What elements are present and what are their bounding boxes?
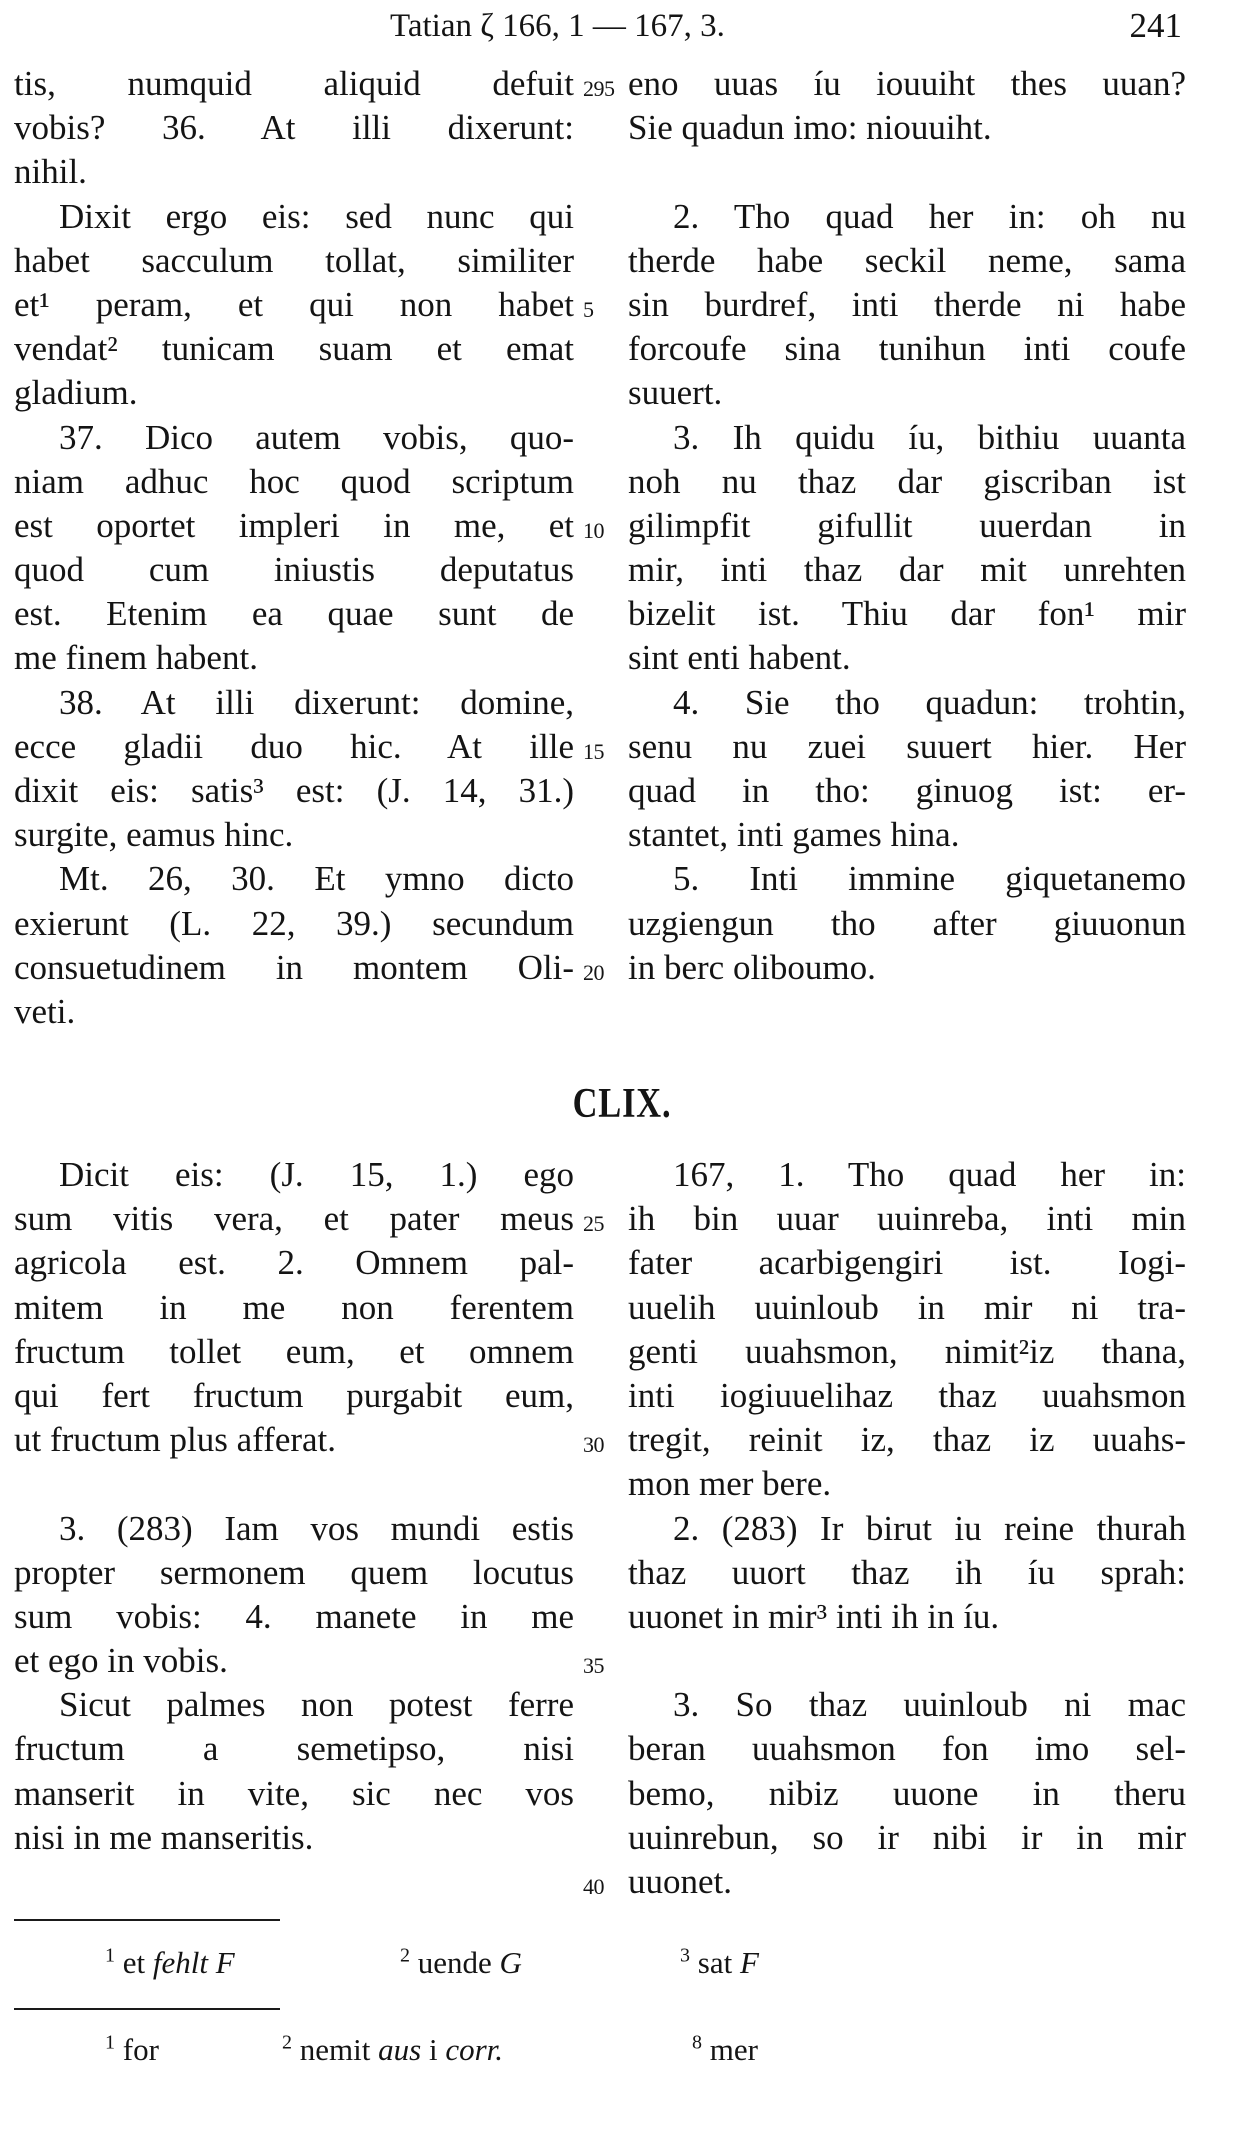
text-line: Sicut palmes non potest ferre (59, 1685, 574, 1725)
footnote-text: for (122, 2032, 159, 2067)
text-line: eno uuas íu iouuiht thes uuan? (628, 64, 1186, 103)
text-line: consuetudinem in montem Oli- (14, 947, 574, 987)
text-line: 4. Sie tho quadun: trohtin, (673, 682, 1186, 722)
text-line: ih bin uuar uuinreba, inti min (628, 1199, 1186, 1239)
footnote-italic: G (499, 1945, 522, 1980)
latin-column-top (14, 62, 574, 1034)
footnote-mark: 1 (105, 2031, 115, 2054)
footnote-text-tail: i (421, 2032, 446, 2067)
footnote-text: mer (709, 2032, 758, 2067)
text-line: uuinrebun, so ir nibi ir in mir (628, 1817, 1186, 1857)
footnote (105, 1945, 235, 1981)
text-line: 2. Tho quad her in: oh nu (673, 196, 1186, 236)
footnote-text: nemit (299, 2032, 379, 2067)
text-line: exierunt (L. 22, 39.) secundum (14, 903, 574, 943)
text-line: mitem in me non ferentem (14, 1287, 574, 1327)
footnote (400, 1945, 522, 1981)
line-number: 15 (583, 739, 604, 764)
text-line: tis, numquid aliquid defuit (14, 64, 574, 103)
text-line: dixit eis: satis³ est: (J. 14, 31.) (14, 771, 574, 810)
text-line: noh nu thaz dar giscriban ist (628, 461, 1186, 501)
text-line: bizelit ist. Thiu dar fon¹ mir (628, 594, 1186, 634)
line-number: 30 (583, 1432, 604, 1458)
text-line: 3. Ih quidu íu, bithiu uuanta (673, 417, 1186, 457)
footnote-mark: 1 (105, 1944, 115, 1967)
text-line: 2. (283) Ir birut iu reine thurah (673, 1508, 1186, 1548)
text-line: senu nu zuei suuert hier. Her (628, 726, 1186, 766)
text-line: veti. (14, 991, 76, 1031)
text-line: inti iogiuuelihaz thaz uuahsmon (628, 1375, 1186, 1415)
footnote-mark: 8 (692, 2031, 702, 2054)
text-line: 167, 1. Tho quad her in: (673, 1155, 1186, 1194)
text-line: 3. So thaz uuinloub ni mac (673, 1685, 1186, 1725)
text-line: uuelih uuinloub in mir ni tra- (628, 1287, 1186, 1327)
text-line: Dixit ergo eis: sed nunc qui (59, 196, 574, 236)
text-line: sin burdref, inti therde ni habe (628, 284, 1186, 324)
footnote-rule-2 (14, 2008, 280, 2010)
running-title: Tatian ζ 166, 1 — 167, 3. (390, 8, 725, 44)
footnote-text: uende (417, 1945, 500, 1980)
text-line: uuonet. (628, 1862, 733, 1901)
text-line: vendat² tunicam suam et emat (14, 329, 574, 369)
text-line: 38. At illi dixerunt: domine, (59, 682, 574, 722)
text-line: mon mer bere. (628, 1464, 832, 1504)
page-number: 241 (1129, 6, 1182, 45)
text-line: manserit in vite, sic nec vos (14, 1773, 574, 1813)
text-line: vobis? 36. At illi dixerunt: (14, 108, 574, 148)
line-number: 10 (583, 518, 604, 543)
text-line: ut fructum plus afferat. (14, 1420, 337, 1460)
text-line: genti uuahsmon, nimit²iz thana, (628, 1331, 1186, 1371)
line-number: 40 (583, 1874, 604, 1900)
text-line: nihil. (14, 152, 87, 192)
text-line: sint enti habent. (628, 638, 851, 678)
german-column-top (628, 62, 1186, 1034)
text-line: bemo, nibiz uuone in theru (628, 1773, 1186, 1813)
text-line: ecce gladii duo hic. At ille (14, 726, 574, 766)
text-line: Mt. 26, 30. Et ymno dicto (59, 859, 574, 899)
text-line: uuonet in mir³ inti ih in íu. (628, 1596, 1000, 1636)
footnote-mark: 2 (282, 2031, 292, 2054)
line-number: 25 (583, 1211, 604, 1237)
text-line: uzgiengun tho after giuuonun (628, 903, 1186, 943)
text-line: et ego in vobis. (14, 1641, 228, 1681)
text-line: Dicit eis: (J. 15, 1.) ego (59, 1155, 574, 1194)
text-line: niam adhuc hoc quod scriptum (14, 461, 574, 501)
text-line: me finem habent. (14, 638, 258, 678)
text-line: agricola est. 2. Omnem pal- (14, 1243, 574, 1283)
german-column-bottom (628, 1153, 1186, 1904)
text-line: beran uuahsmon fon imo sel- (628, 1729, 1186, 1769)
text-line: gilimpfit gifullit uuerdan in (628, 505, 1186, 545)
text-line: Sie quadun imo: niouuiht. (628, 108, 992, 148)
text-line: propter sermonem quem locutus (14, 1552, 574, 1592)
text-line: forcoufe sina tunihun inti coufe (628, 329, 1186, 369)
text-line: nisi in me manseritis. (14, 1817, 314, 1857)
footnote-italic: corr. (445, 2032, 504, 2067)
footnote (692, 2032, 758, 2068)
text-line: surgite, eamus hinc. (14, 815, 294, 855)
text-line: gladium. (14, 373, 138, 413)
text-line: 3. (283) Iam vos mundi estis (59, 1508, 574, 1548)
text-line (628, 150, 1186, 194)
text-line (628, 990, 1186, 1034)
text-line: habet sacculum tollat, similiter (14, 240, 574, 280)
text-line: therde habe seckil neme, sama (628, 240, 1186, 280)
text-line: quad in tho: ginuog ist: er- (628, 771, 1186, 810)
text-line: quod cum iniustis deputatus (14, 550, 574, 590)
footnote-italic: fehlt F (152, 1945, 235, 1980)
footnote-text: sat (697, 1945, 740, 1980)
footnote (105, 2032, 159, 2068)
section-title: CLIX. (572, 1081, 672, 1127)
text-line: sum vitis vera, et pater meus (14, 1199, 574, 1239)
text-line: fructum tollet eum, et omnem (14, 1331, 574, 1371)
text-line: sum vobis: 4. manete in me (14, 1596, 574, 1636)
text-line: 37. Dico autem vobis, quo- (59, 417, 574, 457)
footnote-mark: 2 (400, 1944, 410, 1967)
text-line: fater acarbigengiri ist. Iogi- (628, 1243, 1186, 1283)
footnote-italic: aus (378, 2032, 422, 2067)
text-line: mir, inti thaz dar mit unrehten (628, 550, 1186, 590)
running-head (0, 4, 1244, 48)
text-line (14, 1462, 574, 1506)
footnote (282, 2032, 503, 2068)
text-line: suuert. (628, 373, 723, 413)
text-line: thaz uuort thaz ih íu sprah: (628, 1552, 1186, 1592)
text-line: est oportet impleri in me, et (14, 505, 574, 545)
text-line: 5. Inti immine giquetanemo (673, 859, 1186, 899)
footnote-rule-1 (14, 1919, 280, 1921)
text-line: tregit, reinit iz, thaz iz uuahs- (628, 1420, 1186, 1460)
footnote-text: et (122, 1945, 153, 1980)
line-number: 35 (583, 1653, 604, 1679)
text-line: qui fert fructum purgabit eum, (14, 1375, 574, 1415)
text-line: stantet, inti games hina. (628, 815, 960, 855)
text-line: et¹ peram, et qui non habet (14, 284, 574, 324)
latin-column-bottom (14, 1153, 574, 1860)
text-line: est. Etenim ea quae sunt de (14, 594, 574, 634)
footnote (680, 1945, 759, 1981)
line-number: 20 (583, 960, 604, 985)
footnote-italic: F (739, 1945, 759, 1980)
footnote-mark: 3 (680, 1944, 690, 1967)
text-line (628, 1639, 1186, 1683)
text-line: in berc oliboumo. (628, 947, 876, 987)
line-number: 295 (583, 76, 615, 101)
text-line: fructum a semetipso, nisi (14, 1729, 574, 1769)
line-number: 5 (583, 297, 594, 322)
